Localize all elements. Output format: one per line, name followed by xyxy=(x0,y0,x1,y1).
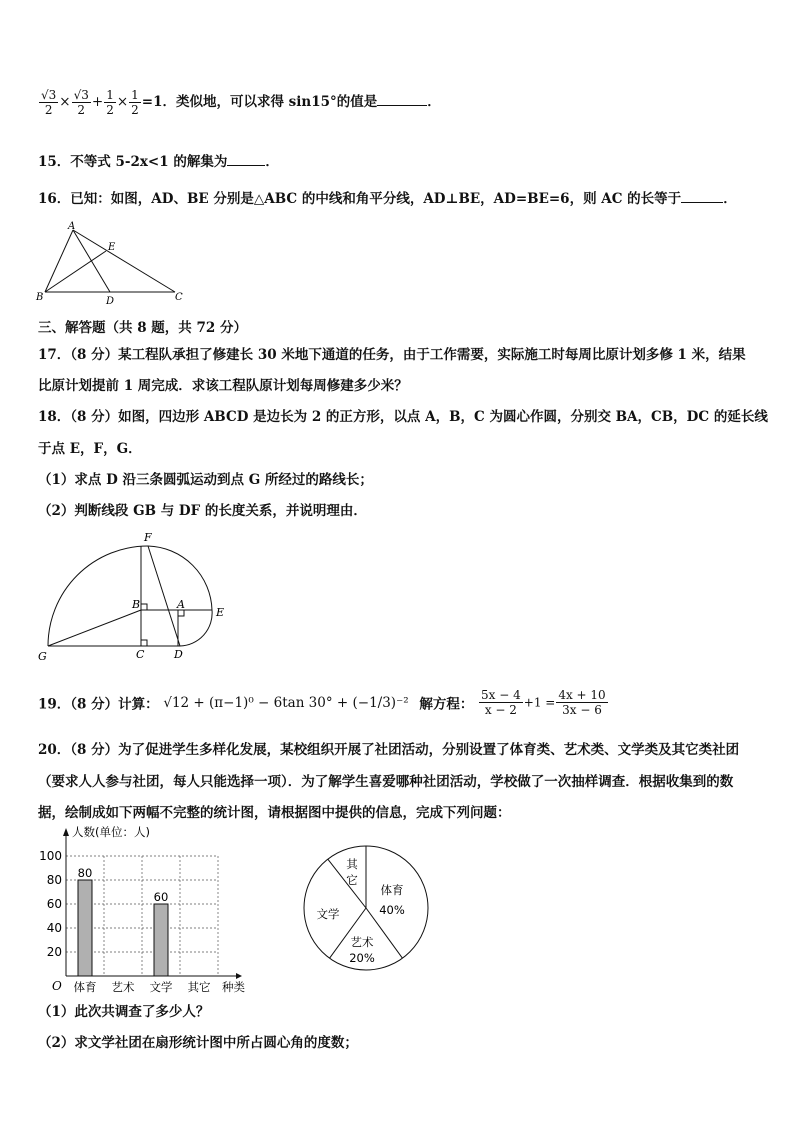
y-tick-label: 60 xyxy=(46,897,62,911)
label-b: B xyxy=(36,292,44,303)
fraction-1-over-2: $\frac{1}{2}$ xyxy=(106,88,114,117)
slice-label-other-2: 它 xyxy=(346,873,358,887)
slice-percent-sports: 40% xyxy=(379,903,405,917)
question-15: 15．不等式 5-2x<1 的解集为 ． xyxy=(38,154,279,170)
label-g: G xyxy=(38,650,47,663)
right-angle-c xyxy=(141,640,147,646)
slice-label-art: 艺术 xyxy=(350,935,374,949)
label-b: B xyxy=(132,598,141,611)
label-c: C xyxy=(175,292,183,303)
y-axis-arrow xyxy=(63,828,69,836)
label-c: C xyxy=(136,648,145,661)
triangle-figure-16 xyxy=(30,220,190,305)
y-axis-label: 人数(单位：人) xyxy=(72,825,150,839)
bar-data-label: 80 xyxy=(77,866,93,880)
segment-ac xyxy=(73,230,175,292)
label-a: A xyxy=(177,598,185,611)
section-heading: 三、解答题（共 8 题，共 72 分） xyxy=(38,320,247,336)
segment-gb xyxy=(48,610,141,646)
right-angle-b xyxy=(141,604,147,610)
x-tick-label: 其它 xyxy=(187,980,211,994)
pie-chart-club-share xyxy=(296,842,436,982)
fraction-1-over-2: $\frac{1}{2}$ xyxy=(131,88,139,117)
question-20-line-2: （要求人人参与社团，每人只能选择一项）．为了解学生喜爱哪种社团活动，学校做了一次抽样调查．根据收集到的数 xyxy=(38,774,734,790)
question-17-line-1: 17．（8 分）某工程队承担了修建长 30 米地下通道的任务，由于工作需要，实际施工时每周比原计划多修 1 米，结果 xyxy=(38,347,746,363)
lhs-fraction: $\frac{5x - 4}{x - 2}$ xyxy=(481,688,521,717)
y-tick-label: 40 xyxy=(46,921,62,935)
x-tick-label: 艺术 xyxy=(111,980,135,994)
question-20-line-1: 20．（8 分）为了促进学生多样化发展，某校组织开展了社团活动，分别设置了体育类、艺术类、文学类及其它类社团 xyxy=(38,742,740,758)
origin-label: O xyxy=(52,979,62,993)
y-tick-label: 80 xyxy=(46,873,62,887)
slice-label-literature: 文学 xyxy=(316,907,340,921)
segment-fd xyxy=(148,546,180,646)
slice-label-other-1: 其 xyxy=(346,857,358,871)
question-18-line-2: 于点 E，F，G． xyxy=(38,441,142,457)
fraction-sqrt3-over-2: $\frac{√3}{2}$ xyxy=(41,88,57,117)
arc-square-figure-18 xyxy=(30,528,240,668)
bar-data-label: 60 xyxy=(153,890,169,904)
slice-label-sports: 体育 xyxy=(380,883,404,897)
question-20-part-1: （1）此次共调查了多少人？ xyxy=(38,1004,210,1020)
label-d: D xyxy=(174,648,183,661)
arc-fg xyxy=(48,546,148,646)
bar xyxy=(154,904,168,976)
x-tick-label: 文学 xyxy=(149,980,173,994)
x-axis-label: 种类 xyxy=(222,980,245,994)
x-tick-label: 体育 xyxy=(73,980,97,994)
answer-blank[interactable] xyxy=(377,105,427,106)
label-e: E xyxy=(216,606,225,619)
sin15-question-line: $\frac{√3}{2}$ × $\frac{√3}{2}$ + $\frac{1}{2}$ × $\frac{1}{2}$ =1．类似地，可以求得 sin15°的值是 ． xyxy=(41,88,441,117)
question-18-part-2: （2）判断线段 GB 与 DF 的长度关系，并说明理由． xyxy=(38,503,367,519)
question-20-line-3: 据，绘制成如下两幅不完整的统计图，请根据图中提供的信息，完成下列问题： xyxy=(38,805,511,821)
fraction-sqrt3-over-2: $\frac{√3}{2}$ xyxy=(73,88,89,117)
bar xyxy=(78,880,92,976)
bar-chart-club-members xyxy=(30,824,270,994)
question-18-line-1: 18．（8 分）如图，四边形 ABCD 是边长为 2 的正方形，以点 A，B，C 为圆心作圆，分别交 BA，CB，DC 的延长线 xyxy=(38,409,768,425)
question-18-part-1: （1）求点 D 沿三条圆弧运动到点 G 所经过的路线长； xyxy=(38,472,373,488)
calculation-expression: √12 + (π−1)⁰ − 6tan 30° + (−1/3)⁻² xyxy=(163,694,409,711)
answer-blank[interactable] xyxy=(681,202,723,203)
label-f: F xyxy=(144,531,152,544)
question-20-part-2: （2）求文学社团在扇形统计图中所占圆心角的度数； xyxy=(38,1035,358,1051)
question-19: 19．（8 分）计算： √12 + (π−1)⁰ − 6tan 30° + (−1/3)⁻² 解方程： $\frac{5x - 4}{x - 2}$ +1 = $\frac{4x + 10}{3x - 6}$ xyxy=(38,688,606,717)
label-d: D xyxy=(106,296,115,305)
label-e: E xyxy=(108,242,116,253)
arc-ed xyxy=(180,610,212,646)
question-17-line-2: 比原计划提前 1 周完成．求该工程队原计划每周修建多少米？ xyxy=(38,378,408,394)
answer-blank[interactable] xyxy=(227,165,265,166)
slice-percent-art: 20% xyxy=(349,951,375,965)
question-16: 16．已知：如图，AD、BE 分别是△ABC 的中线和角平分线，AD⊥BE，AD=BE=6，则 AC 的长等于 ． xyxy=(38,191,737,207)
label-a: A xyxy=(68,221,76,232)
x-axis-arrow xyxy=(236,973,242,979)
y-tick-label: 20 xyxy=(46,945,62,959)
y-tick-label: 100 xyxy=(39,849,62,863)
rhs-fraction: $\frac{4x + 10}{3x - 6}$ xyxy=(558,688,606,717)
